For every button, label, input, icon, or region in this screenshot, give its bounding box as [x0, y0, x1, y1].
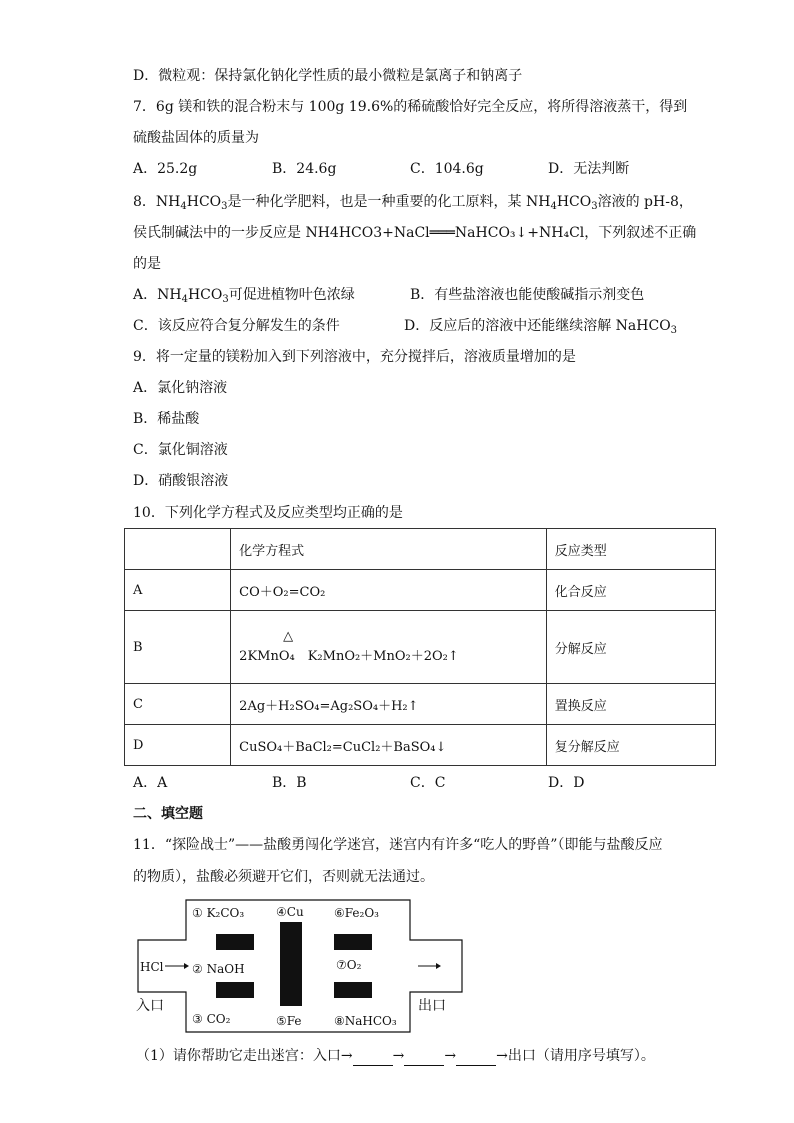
row-type: 复分解反应 — [546, 725, 715, 766]
maze-hcl-label: HCl — [140, 960, 164, 974]
row-equation: CuSO₄＋BaCl₂=CuCl₂＋BaSO₄↓ — [231, 725, 547, 766]
heat-symbol: △ — [283, 629, 294, 644]
row-label: A — [125, 570, 231, 611]
maze-exit-label: 出口 — [418, 998, 446, 1014]
equation-text: 2KMnO₄ K₂MnO₂＋MnO₂＋2O₂↑ — [239, 649, 459, 664]
row-type: 置换反应 — [546, 684, 715, 725]
answer-blank-2[interactable] — [404, 1051, 444, 1066]
maze-item-5: ⑤Fe — [276, 1014, 302, 1028]
q10-stem: 10．下列化学方程式及反应类型均正确的是 — [133, 505, 403, 521]
answer-blank-1[interactable] — [353, 1051, 393, 1066]
q7-stem-line1: 7．6g 镁和铁的混合粉末与 100g 19.6%的稀硫酸恰好完全反应，将所得溶液蒸干，得到 — [133, 99, 688, 115]
table-row — [125, 725, 716, 766]
q7-option-d: D．无法判断 — [548, 161, 630, 177]
row-equation: CO＋O₂=CO₂ — [231, 570, 547, 611]
q7-option-c: C．104.6g — [410, 161, 484, 177]
maze-item-8: ⑧NaHCO₃ — [334, 1014, 397, 1028]
q7-option-b: B．24.6g — [272, 161, 337, 177]
section-title: 二、填空题 — [133, 806, 203, 822]
q9-option-c: C．氯化铜溶液 — [133, 442, 228, 458]
row-label: D — [125, 725, 231, 766]
q9-option-a: A．氯化钠溶液 — [133, 380, 228, 396]
row-type: 化合反应 — [546, 570, 715, 611]
q10-option-b: B．B — [272, 775, 307, 791]
row-label: B — [125, 611, 231, 684]
maze-item-7: ⑦O₂ — [336, 958, 362, 972]
row-equation — [231, 611, 547, 684]
q8-option-c: C．该反应符合复分解发生的条件 — [133, 318, 340, 334]
q8-stem-line1: 8．$NH_4HCO_3$是一种化学肥料，也是一种重要的化工原料，某 $NH_4HCO_3$溶液的 pH-8， — [133, 194, 693, 212]
q8-option-b: B．有些盐溶液也能使酸碱指示剂变色 — [410, 287, 645, 303]
q10-option-d: D．D — [548, 775, 585, 791]
q10-option-c: C．C — [410, 775, 446, 791]
q9-option-b: B．稀盐酸 — [133, 411, 200, 427]
q11-stem-line1: 11．“探险战士”——盐酸勇闯化学迷宫，迷宫内有许多“吃人的野兽”（即能与盐酸反应 — [133, 837, 663, 853]
q11-sub1: （1）请你帮助它走出迷宫：入口→ → → →出口（请用序号填写）。 — [136, 1048, 655, 1064]
header-cell-type: 反应类型 — [546, 529, 715, 570]
row-equation: 2Ag＋H₂SO₄=Ag₂SO₄＋H₂↑ — [231, 684, 547, 725]
maze-item-2: ② NaOH — [192, 962, 245, 976]
maze-item-3: ③ CO₂ — [192, 1012, 231, 1026]
q9-option-d: D．硝酸银溶液 — [133, 473, 229, 489]
q10-table — [124, 528, 716, 766]
q8-option-d: D．反应后的溶液中还能继续溶解 NaHCO$_3$ — [404, 318, 678, 336]
header-cell-empty — [125, 529, 231, 570]
row-type: 分解反应 — [546, 611, 715, 684]
q8-stem-line2: 侯氏制碱法中的一步反应是 NH4HCO3+NaCl═══NaHCO₃↓+NH₄Cl，下列叙述不正确 — [133, 225, 697, 241]
q8-stem-line3: 的是 — [133, 256, 161, 272]
q6-option-d: D．微粒观：保持氯化钠化学性质的最小微粒是氯离子和钠离子 — [133, 68, 523, 84]
q10-option-a: A．A — [133, 775, 168, 791]
table-row — [125, 570, 716, 611]
q8-option-a: A．$NH_4HCO_3$可促进植物叶色浓绿 — [133, 287, 355, 305]
maze-item-1: ① K₂CO₃ — [192, 906, 245, 920]
maze-entrance-label: 入口 — [136, 998, 164, 1014]
table-header-row — [125, 529, 716, 570]
maze-diagram — [136, 898, 466, 1038]
q11-stem-line2: 的物质），盐酸必须避开它们，否则就无法通过。 — [133, 869, 434, 885]
row-label: C — [125, 684, 231, 725]
maze-item-6: ⑥Fe₂O₃ — [334, 906, 379, 920]
table-row — [125, 611, 716, 684]
header-cell-equation: 化学方程式 — [231, 529, 547, 570]
table-row — [125, 684, 716, 725]
q9-stem: 9．将一定量的镁粉加入到下列溶液中，充分搅拌后，溶液质量增加的是 — [133, 349, 576, 365]
maze-item-4: ④Cu — [276, 905, 304, 919]
q7-stem-line2: 硫酸盐固体的质量为 — [133, 130, 259, 146]
answer-blank-3[interactable] — [456, 1051, 496, 1066]
q7-option-a: A．25.2g — [133, 161, 198, 177]
